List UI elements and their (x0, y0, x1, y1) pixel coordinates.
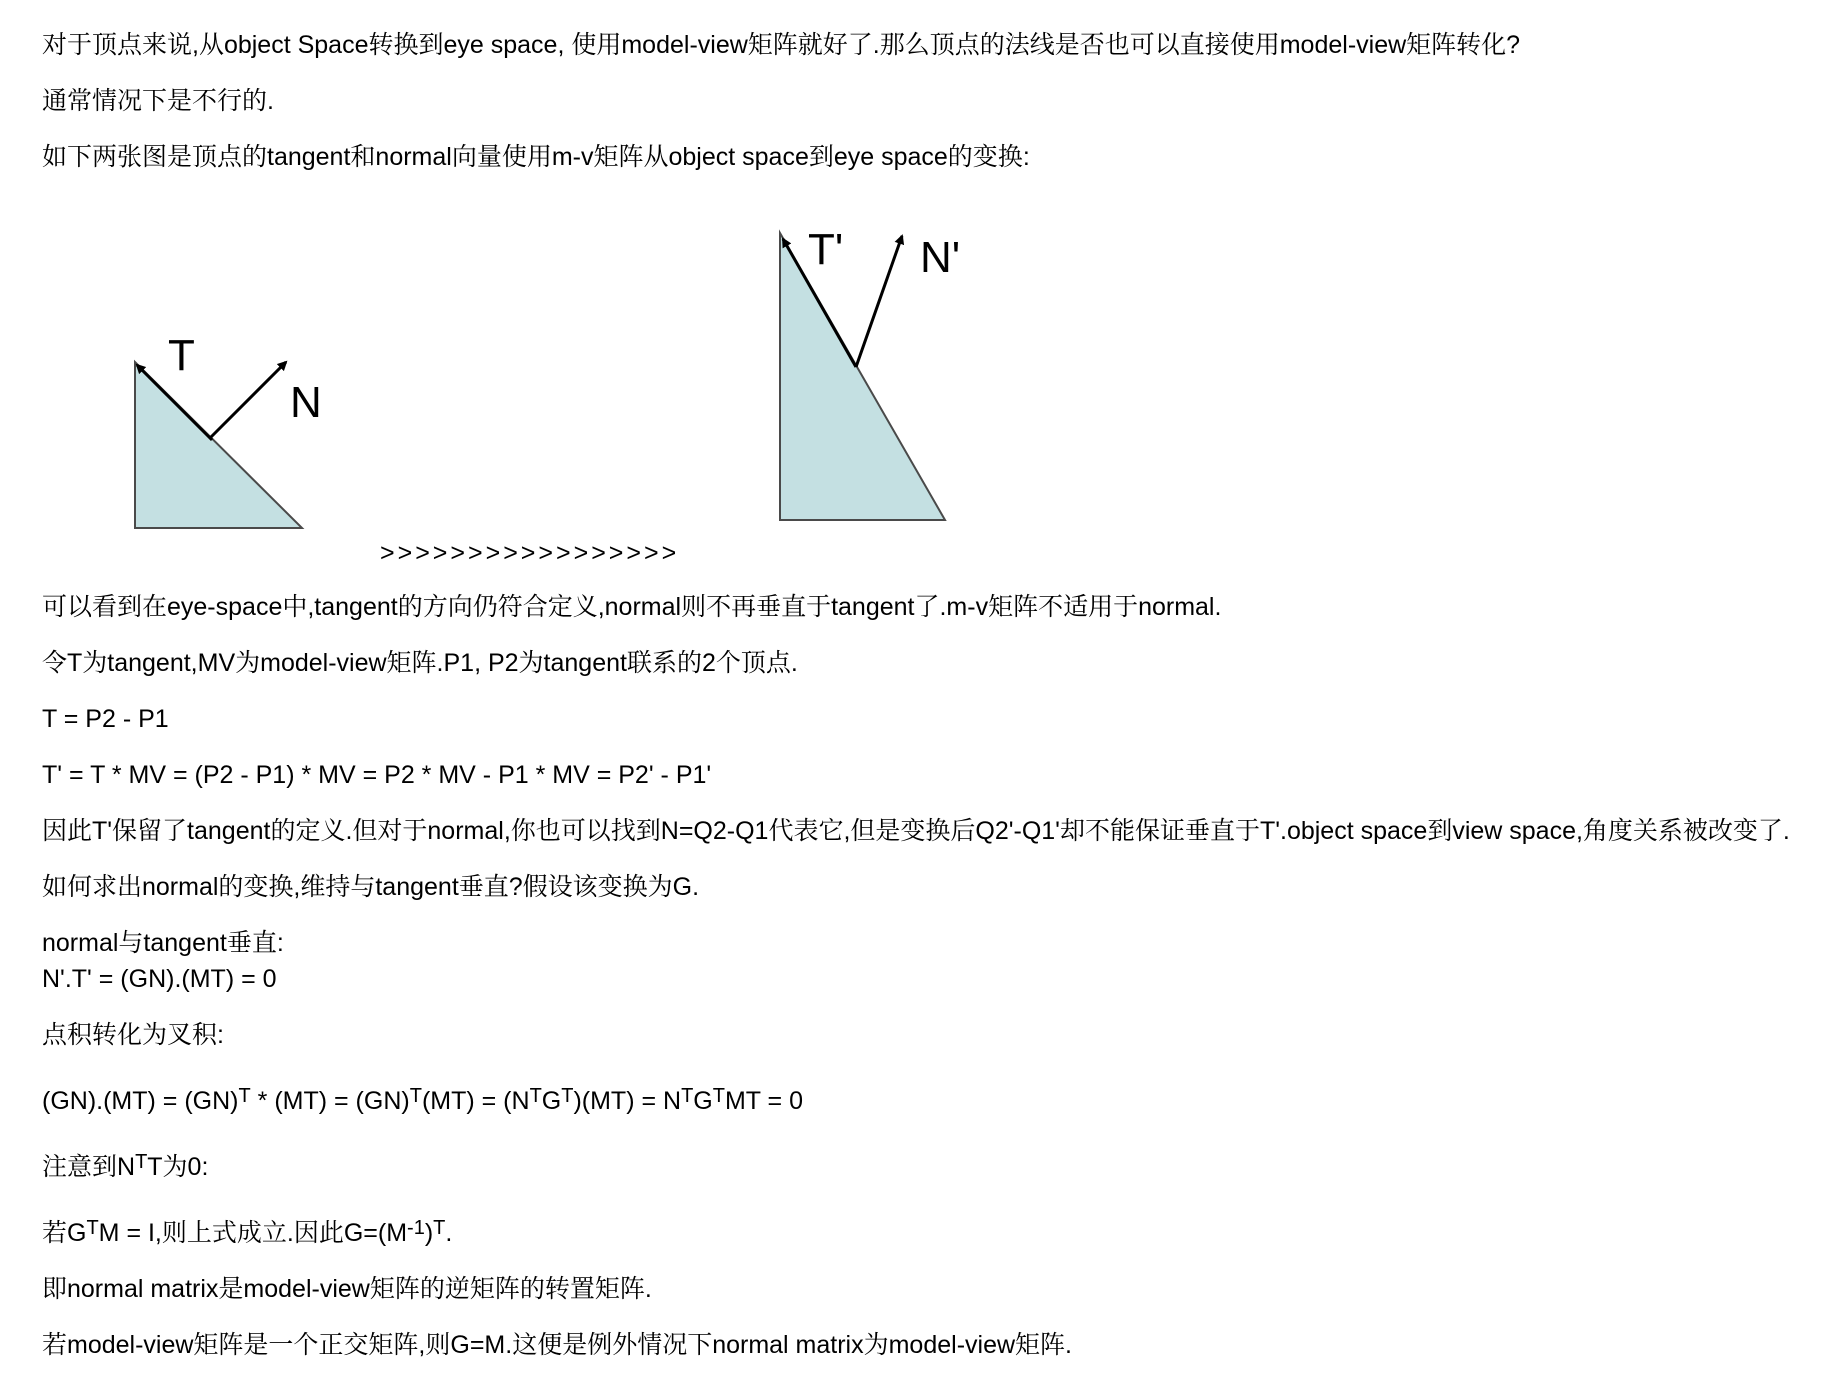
paragraph-note-zero: 注意到$N^TT$为0: (42, 1151, 209, 1181)
paragraph-intro: 对于顶点来说,从object Space转换到eye space, 使用model-view矩阵就好了.那么顶点的法线是否也可以直接使用model-view矩阵转化? (42, 31, 1521, 59)
paragraph-orthogonal-exception: 若model-view矩阵是一个正交矩阵,则G=M.这便是例外情况下normal matrix为model-view矩阵. (42, 1331, 1072, 1359)
equation-dot-product: N'.T' = (GN).(MT) = 0 (42, 965, 277, 993)
left-normal-label: N (290, 378, 322, 427)
right-normal-arrow (856, 236, 902, 367)
right-tangent-label: T' (808, 225, 844, 274)
right-normal-label: N' (920, 233, 961, 282)
paragraph-perpendicular: normal与tangent垂直: (42, 929, 284, 957)
paragraph-find-transform: 如何求出normal的变换,维持与tangent垂直?假设该变换为G. (42, 873, 700, 901)
equation-derivation: $(GN).(MT) = (GN)^T * (MT) = (GN)^T(MT) = (N^TG^T)(MT) = N^TG^TMT = 0$ (42, 1085, 804, 1115)
paragraph-definitions: 令T为tangent,MV为model-view矩阵.P1, P2为tangent联系的2个顶点. (42, 649, 798, 677)
paragraph-eye-space-observation: 可以看到在eye-space中,tangent的方向仍符合定义,normal则不再垂直于tangent了.m-v矩阵不适用于normal. (42, 593, 1222, 621)
paragraph-figure-intro: 如下两张图是顶点的tangent和normal向量使用m-v矩阵从object space到eye space的变换: (42, 143, 1030, 171)
equation-tangent: T = P2 - P1 (42, 705, 169, 733)
left-normal-arrow (210, 362, 286, 438)
paragraph-dot-to-cross: 点积转化为叉积: (42, 1021, 224, 1049)
paragraph-condition: 若$G^TM = I$,则上式成立.因此$G=(M^{-1})^T$. (42, 1217, 453, 1247)
paragraph-normal-matrix: 即normal matrix是model-view矩阵的逆矩阵的转置矩阵. (42, 1275, 652, 1303)
tangent-normal-figure (0, 0, 1826, 600)
left-tangent-label: T (168, 331, 195, 380)
transform-arrows: >>>>>>>>>>>>>>>>> (380, 539, 680, 567)
paragraph-normal-problem: 因此T'保留了tangent的定义.但对于normal,你也可以找到N=Q2-Q1代表它,但是变换后Q2'-Q1'却不能保证垂直于T'.object space到view space,角度关系被改变了. (42, 817, 1790, 845)
paragraph-usually-not: 通常情况下是不行的. (42, 87, 274, 115)
equation-tangent-transformed: T' = T * MV = (P2 - P1) * MV = P2 * MV - P1 * MV = P2' - P1' (42, 761, 712, 789)
